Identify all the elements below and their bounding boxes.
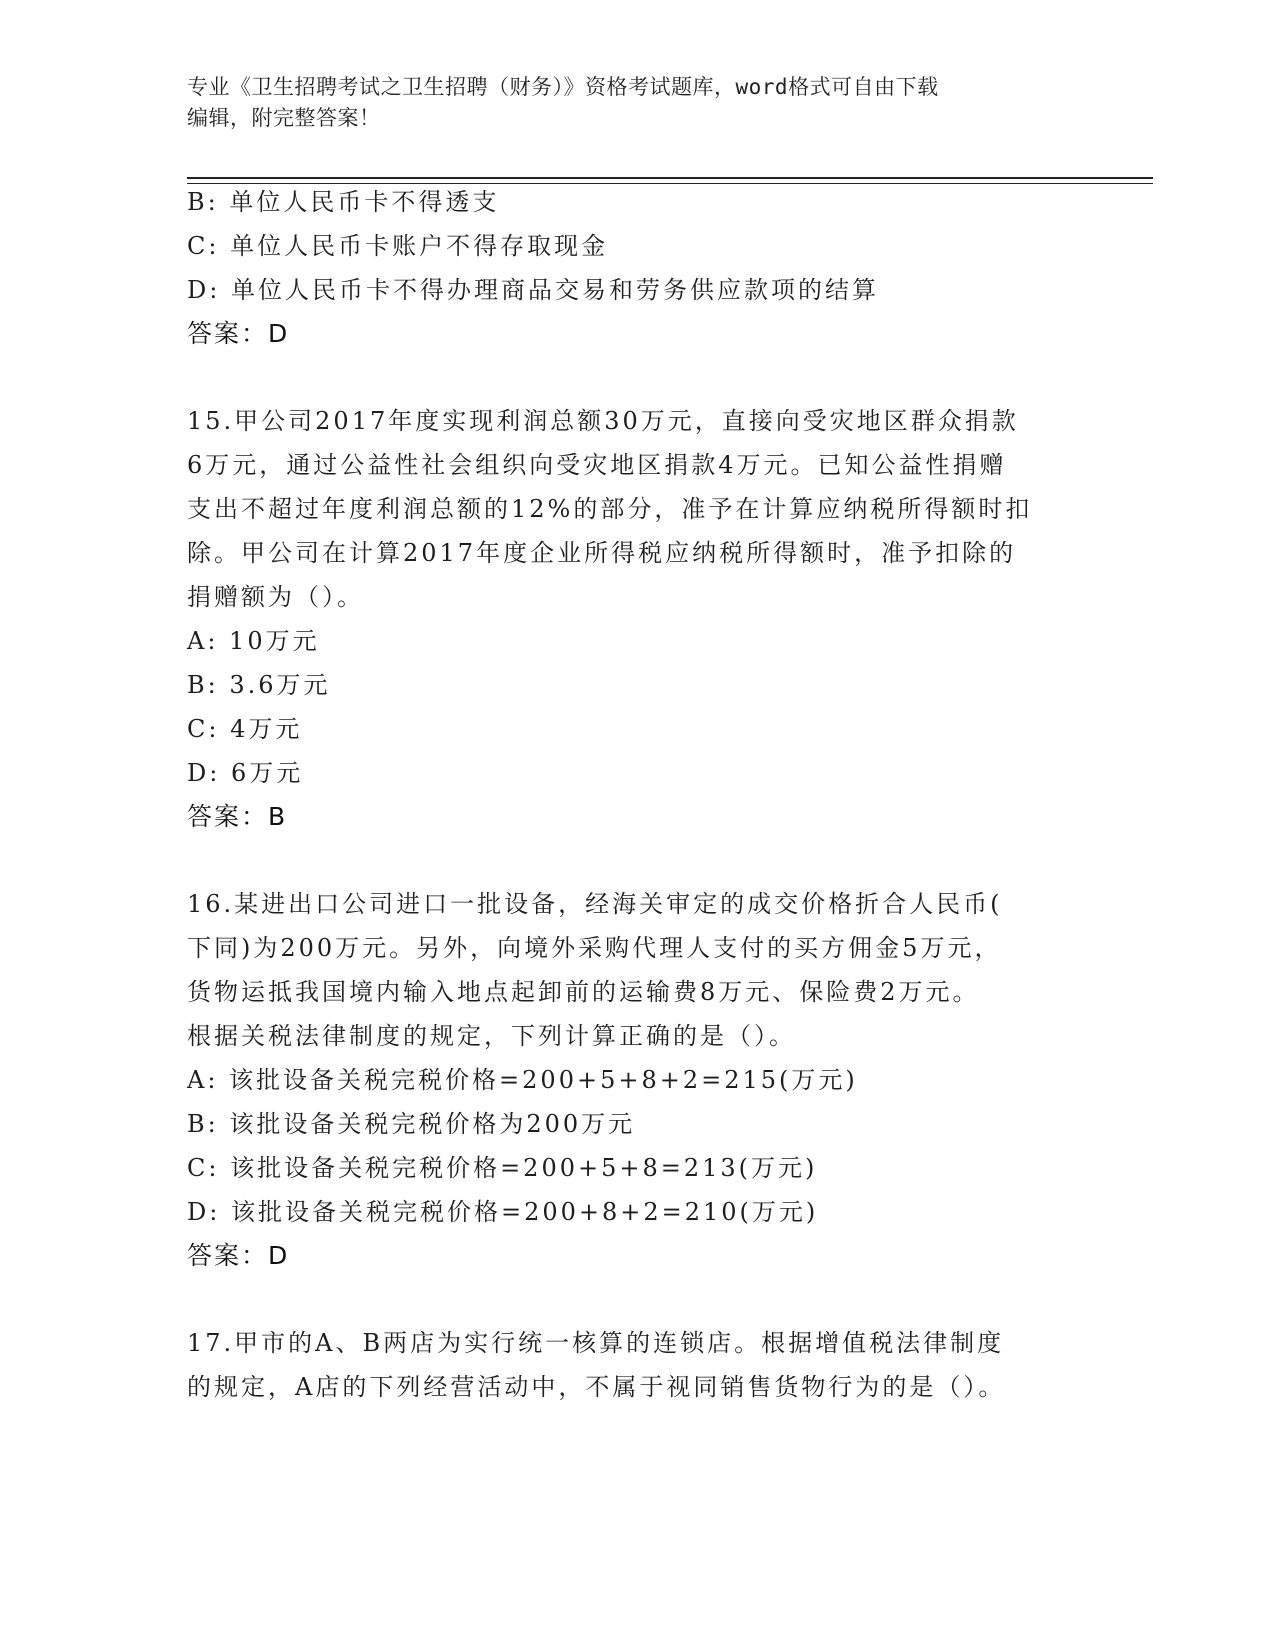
document-header — [187, 72, 1067, 134]
q16-answer: 答案：D — [187, 1241, 290, 1270]
q15-option-a: A: 10万元 — [187, 627, 320, 655]
q16-stem-line: 下同)为200万元。另外，向境外采购代理人支付的买方佣金5万元， — [187, 934, 1002, 962]
q17-stem-line: 的规定，A店的下列经营活动中，不属于视同销售货物行为的是（）。 — [187, 1373, 1006, 1401]
q15-option-b: B: 3.6万元 — [187, 671, 331, 699]
header-divider-thick — [187, 177, 1153, 179]
q14-option-d: D: 单位人民币卡不得办理商品交易和劳务供应款项的结算 — [187, 276, 879, 304]
header-line-2: 编辑，附完整答案！ — [187, 106, 381, 130]
q14-option-c: C: 单位人民币卡账户不得存取现金 — [187, 232, 609, 260]
q16-option-a: A: 该批设备关税完税价格=200+5+8+2=215(万元) — [187, 1066, 858, 1094]
q16-option-c: C: 该批设备关税完税价格=200+5+8=213(万元) — [187, 1154, 818, 1182]
q15-stem-line: 除。甲公司在计算2017年度企业所得税应纳税所得额时，准予扣除的 — [187, 539, 1017, 567]
q15-stem-line: 6万元，通过公益性社会组织向受灾地区捐款4万元。已知公益性捐赠 — [187, 451, 1007, 479]
q15-option-c: C: 4万元 — [187, 715, 303, 743]
q15-stem-line: 15.甲公司2017年度实现利润总额30万元，直接向受灾地区群众捐款 — [187, 407, 1019, 435]
header-line-1: 专业《卫生招聘考试之卫生招聘（财务）》资格考试题库，word格式可自由下载 — [187, 75, 939, 99]
q14-option-b: B: 单位人民币卡不得透支 — [187, 188, 500, 216]
q15-stem-line: 支出不超过年度利润总额的12%的部分，准予在计算应纳税所得额时扣 — [187, 495, 1033, 523]
q14-answer: 答案：D — [187, 319, 290, 348]
q16-option-b: B: 该批设备关税完税价格为200万元 — [187, 1110, 636, 1138]
q15-option-d: D: 6万元 — [187, 759, 304, 787]
q15-stem-line: 捐赠额为（）。 — [187, 583, 364, 611]
q16-stem-line: 16.某进出口公司进口一批设备，经海关审定的成交价格折合人民币( — [187, 890, 1003, 918]
q16-stem-line: 货物运抵我国境内输入地点起卸前的运输费8万元、保险费2万元。 — [187, 978, 980, 1006]
q15-answer: 答案：B — [187, 802, 288, 831]
header-divider-thin — [187, 183, 1153, 184]
q17-stem-line: 17.甲市的A、B两店为实行统一核算的连锁店。根据增值税法律制度 — [187, 1329, 1005, 1357]
q16-stem-line: 根据关税法律制度的规定，下列计算正确的是（）。 — [187, 1022, 796, 1050]
q16-option-d: D: 该批设备关税完税价格=200+8+2=210(万元) — [187, 1198, 819, 1226]
